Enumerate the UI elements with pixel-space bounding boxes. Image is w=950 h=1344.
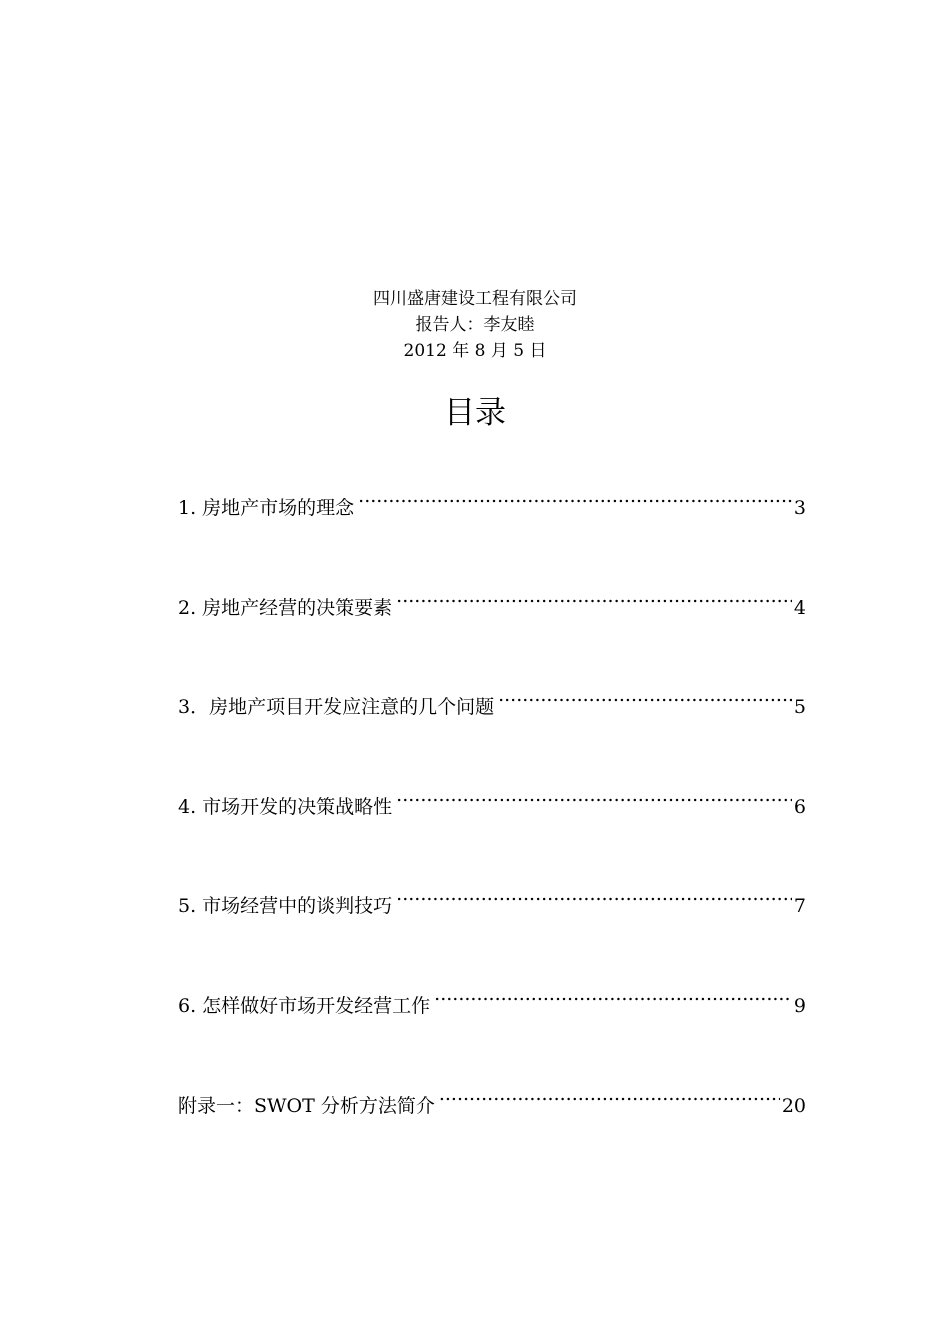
toc-entry[interactable] — [178, 478, 806, 519]
toc-entry-page: 6 — [793, 796, 806, 818]
toc-entry-page: 4 — [793, 597, 806, 619]
toc-entry-page: 7 — [793, 895, 806, 917]
toc-entry-label: 3．房地产项目开发应注意的几个问题 — [178, 696, 495, 718]
toc-entry-label: 4. 市场开发的决策战略性 — [178, 796, 393, 818]
toc-entry[interactable] — [178, 677, 806, 718]
toc-leader-dots — [358, 478, 792, 514]
toc-entry-label: 2. 房地产经营的决策要素 — [178, 597, 393, 619]
report-header — [0, 286, 950, 364]
toc-entry-page: 3 — [793, 497, 806, 519]
toc-entry-page: 9 — [793, 995, 806, 1017]
toc-entry-page: 5 — [793, 696, 806, 718]
toc-entry-label: 1. 房地产市场的理念 — [178, 497, 355, 519]
toc-leader-dots — [434, 976, 792, 1012]
reporter-name: 报告人：李友睦 — [415, 315, 535, 335]
toc-title: 目录 — [444, 395, 506, 431]
toc-entry[interactable] — [178, 976, 806, 1017]
toc-leader-dots — [396, 777, 792, 813]
toc-entry-label: 6. 怎样做好市场开发经营工作 — [178, 995, 431, 1017]
toc-entry[interactable] — [178, 1076, 806, 1117]
toc-entry[interactable] — [178, 777, 806, 818]
company-name: 四川盛唐建设工程有限公司 — [373, 289, 577, 309]
toc-entry-label: 附录一：SWOT 分析方法简介 — [178, 1095, 435, 1117]
toc-entry-page: 20 — [781, 1095, 806, 1117]
toc-leader-dots — [396, 578, 792, 614]
toc-entry[interactable] — [178, 578, 806, 619]
toc-entry-label: 5. 市场经营中的谈判技巧 — [178, 895, 393, 917]
toc-entry[interactable] — [178, 876, 806, 917]
toc-leader-dots — [498, 677, 792, 713]
toc-leader-dots — [396, 876, 792, 912]
toc-leader-dots — [439, 1076, 780, 1112]
report-date: 2012 年 8 月 5 日 — [403, 341, 547, 361]
